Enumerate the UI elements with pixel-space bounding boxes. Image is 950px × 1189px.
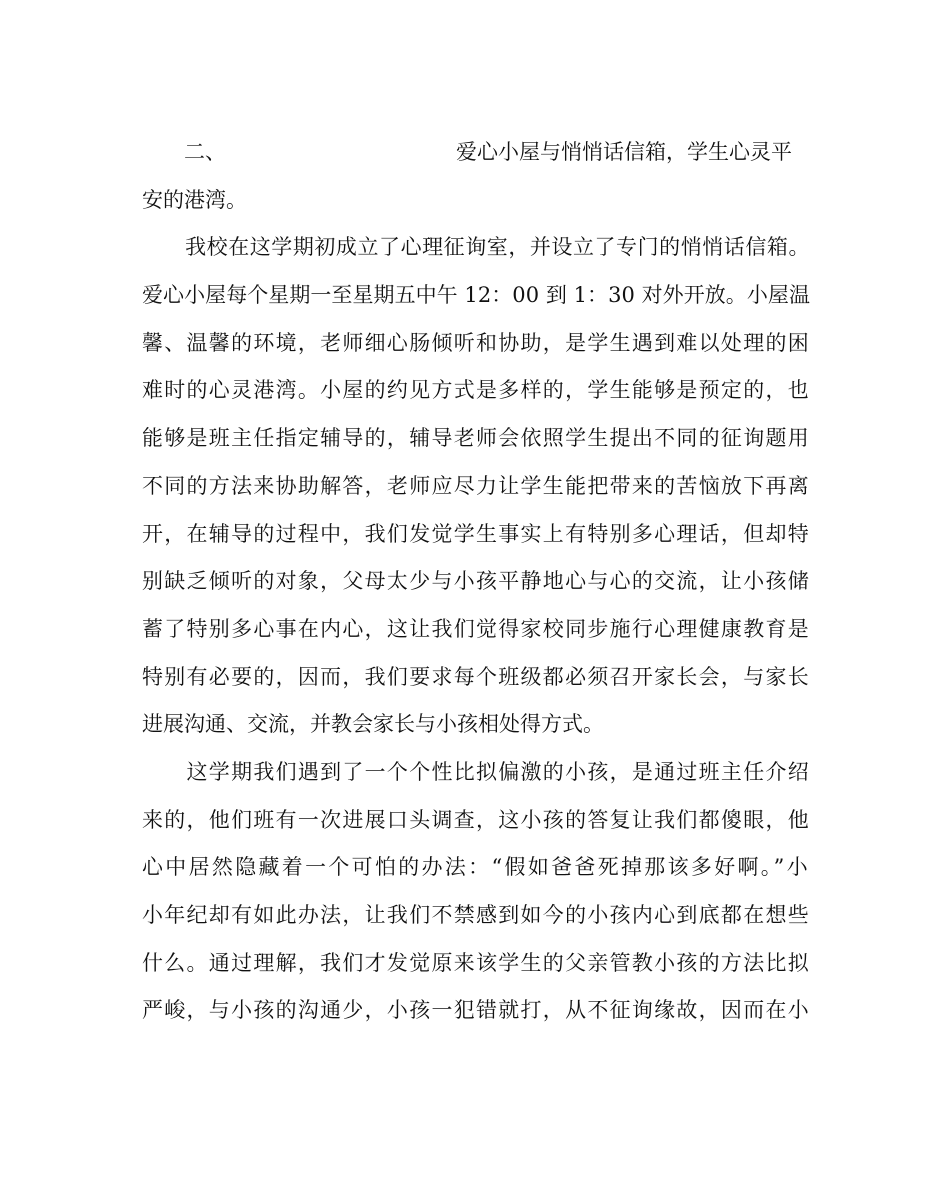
text-line: 开，在辅导的过程中，我们发觉学生事实上有特别多心理话，但却特 (142, 521, 810, 546)
text-line: 别缺乏倾听的对象，父母太少与小孩平静地心与心的交流，让小孩储 (142, 569, 810, 594)
text-line: 难时的心灵港湾。小屋的约见方式是多样的，学生能够是预定的，也 (142, 378, 810, 403)
text-line: 心中居然隐藏着一个可怕的办法：“假如爸爸死掉那该多好啊。”小 (142, 855, 810, 880)
section-number: 二、 (184, 140, 226, 164)
text-line: 特别有必要的，因而，我们要求每个班级都必须召开家长会，与家长 (142, 664, 810, 689)
text-line: 小年纪却有如此办法，让我们不禁感到如今的小孩内心到底都在想些 (142, 903, 810, 927)
text-line: 来的，他们班有一次进展口头调查，这小孩的答复让我们都傻眼，他 (142, 807, 810, 832)
text-line: 严峻，与小孩的沟通少，小孩一犯错就打，从不征询缘故，因而在小 (142, 998, 810, 1023)
section-title: 爱心小屋与悄悄话信箱，学生心灵平 (456, 140, 792, 164)
text-line: 爱心小屋每个星期一至星期五中午 12：00 到 1：30 对外开放。小屋温 (142, 283, 810, 308)
section-heading (142, 129, 810, 177)
body-lines (142, 177, 810, 1035)
text-line: 馨、温馨的环境，老师细心肠倾听和协助，是学生遇到难以处理的困 (142, 330, 810, 355)
text-line: 蓄了特别多心事在内心，这让我们觉得家校同步施行心理健康教育是 (142, 616, 810, 641)
document-body (142, 129, 810, 1035)
text-line: 能够是班主任指定辅导的，辅导老师会依照学生提出不同的征询题用 (142, 426, 810, 451)
text-line: 我校在这学期初成立了心理征询室，并设立了专门的悄悄话信箱。 (142, 235, 810, 260)
text-line: 进展沟通、交流，并教会家长与小孩相处得方式。 (142, 712, 604, 737)
text-line: 安的港湾。 (142, 187, 247, 212)
text-line: 什么。通过理解，我们才发觉原来该学生的父亲管教小孩的方法比拟 (142, 950, 810, 975)
text-line: 不同的方法来协助解答，老师应尽力让学生能把带来的苦恼放下再离 (142, 473, 810, 498)
text-line: 这学期我们遇到了一个个性比拟偏激的小孩，是通过班主任介绍 (142, 759, 810, 784)
